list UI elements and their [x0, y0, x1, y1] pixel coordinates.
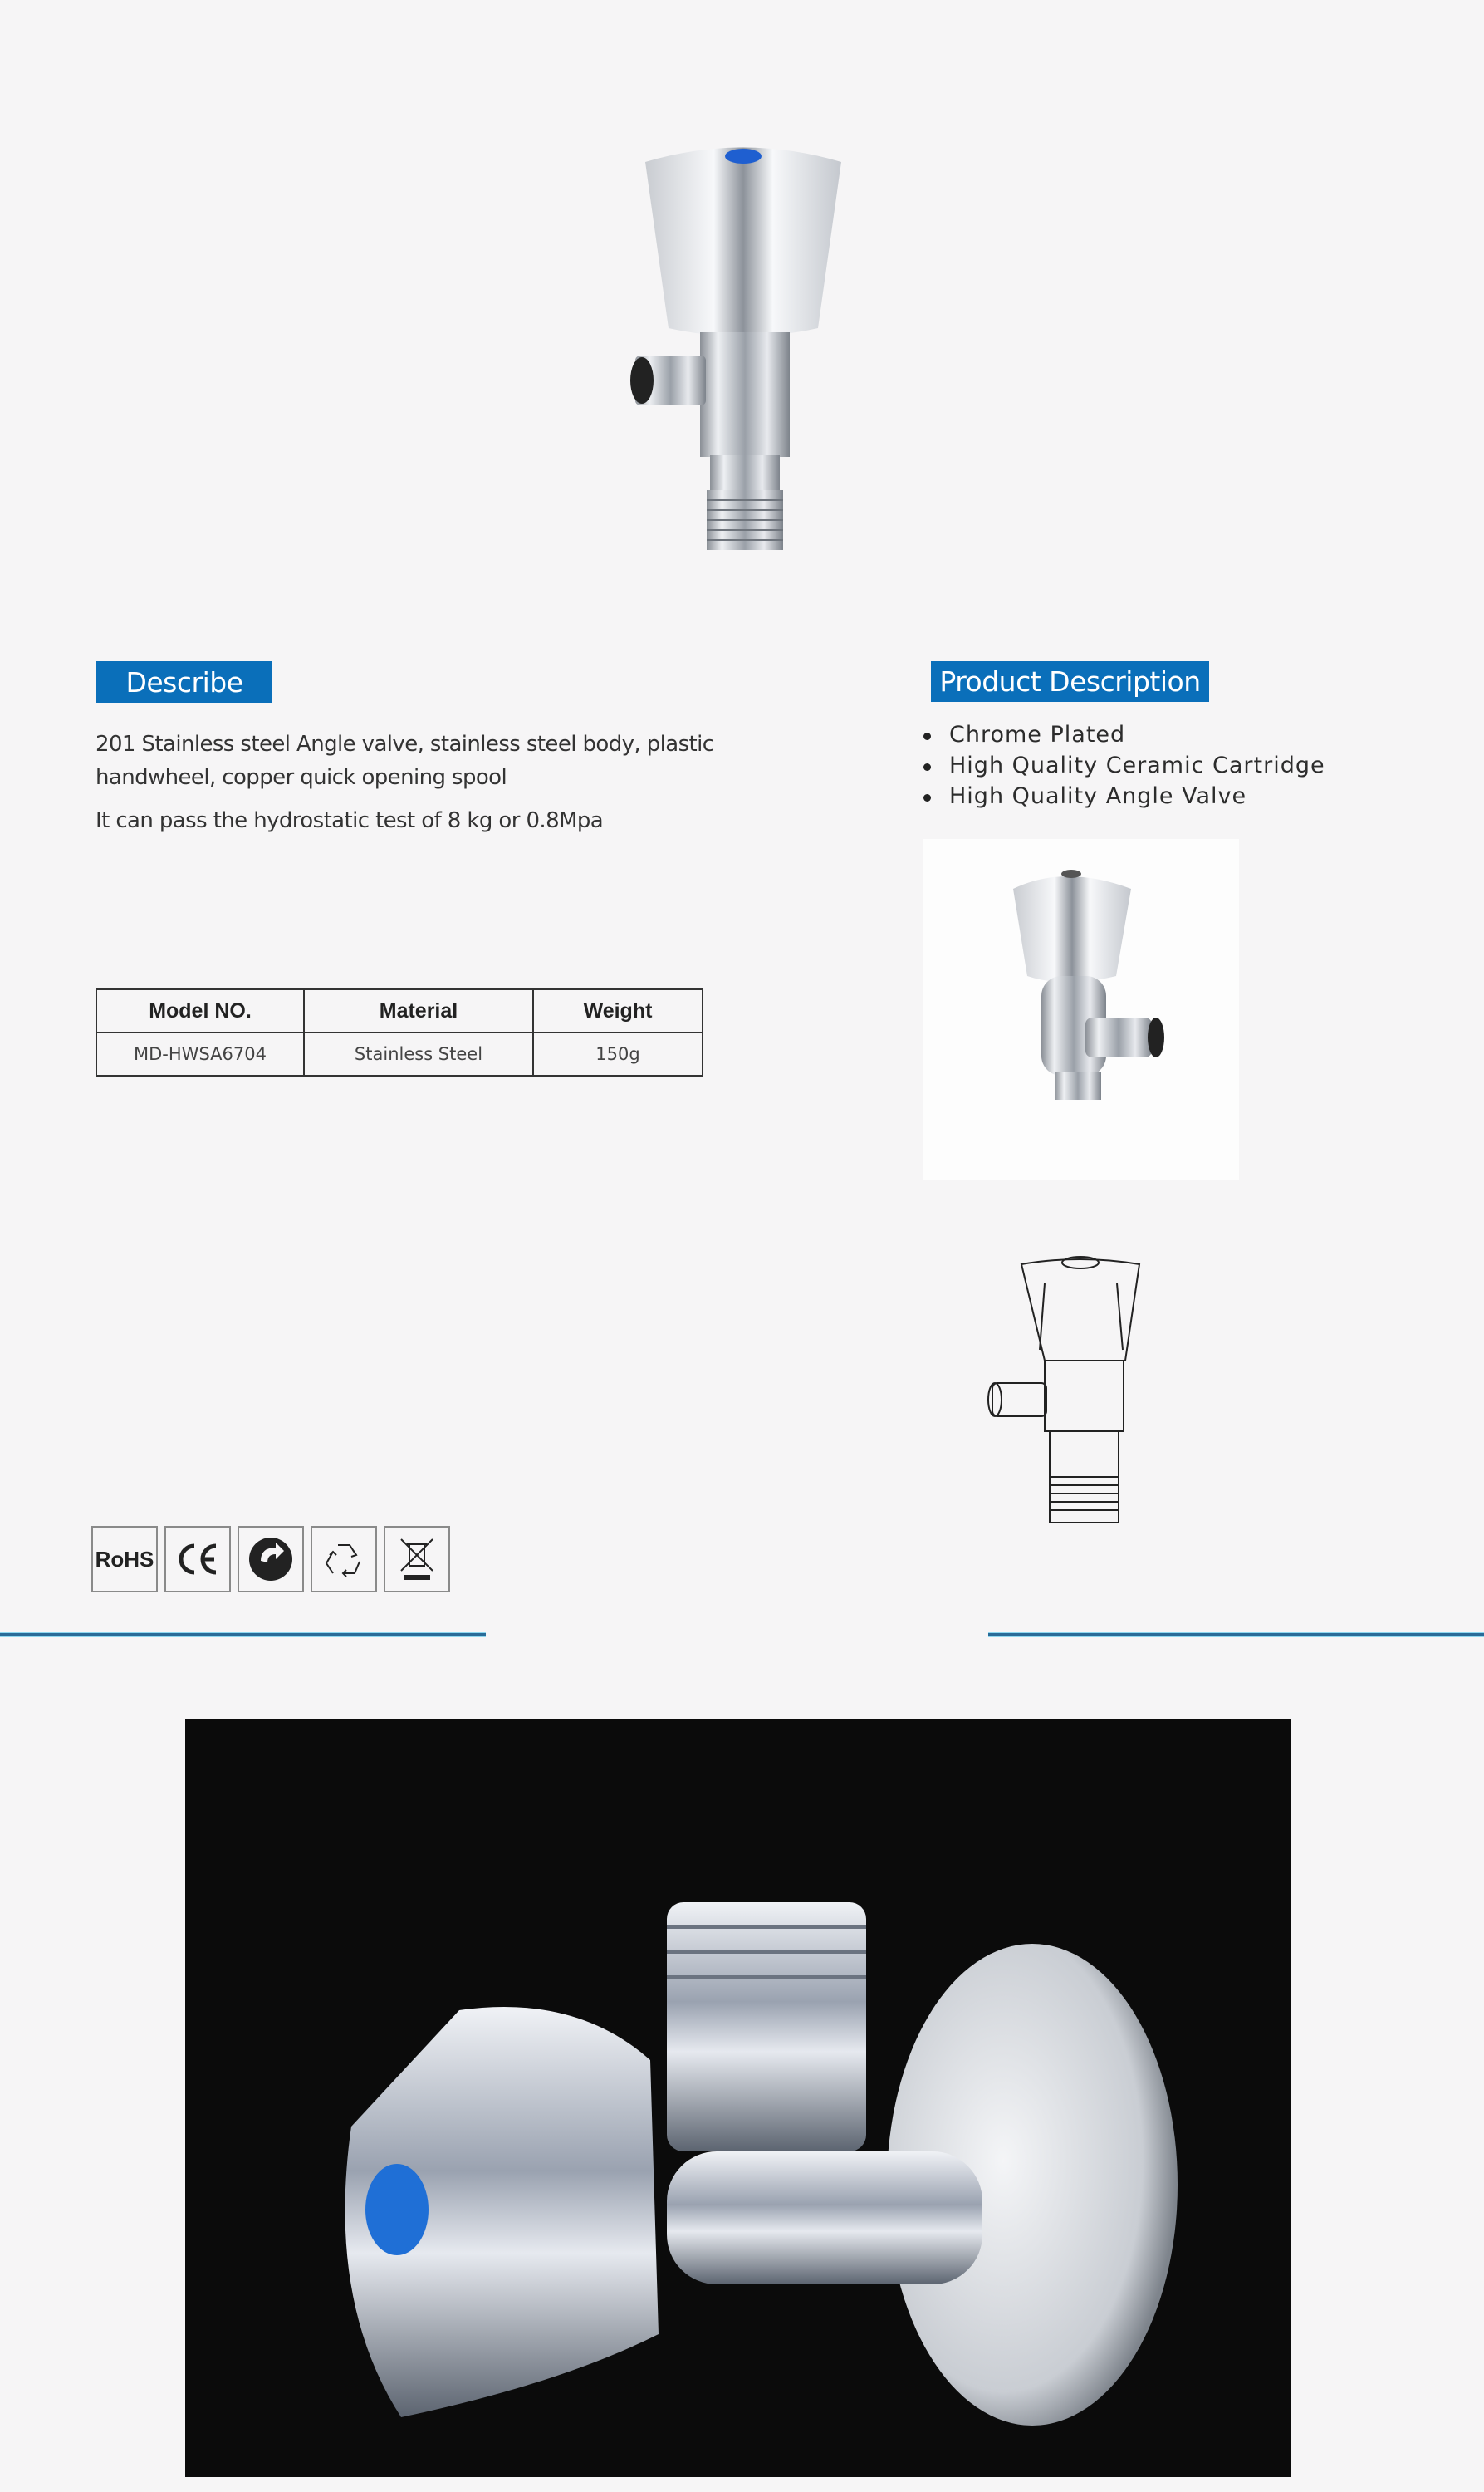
feature-item: Chrome Plated	[920, 719, 1325, 750]
header-model: Model NO.	[96, 989, 304, 1033]
cell-model: MD-HWSA6704	[96, 1033, 304, 1076]
describe-heading: Describe	[96, 661, 272, 703]
spec-table	[96, 988, 703, 1077]
recycle-icon	[311, 1526, 377, 1592]
large-product-photo	[185, 1719, 1291, 2477]
line-drawing-image	[980, 1254, 1163, 1553]
cell-material: Stainless Steel	[304, 1033, 533, 1076]
side-product-image	[923, 839, 1239, 1180]
rohs-badge: RoHS	[91, 1526, 158, 1592]
header-material: Material	[304, 989, 533, 1033]
description-text: 201 Stainless steel Angle valve, stainless steel body, plastic handwheel, copper quick opening spool	[96, 732, 714, 790]
feature-list	[920, 719, 1325, 812]
feature-item: High Quality Angle Valve	[920, 781, 1325, 812]
feature-item: High Quality Ceramic Cartridge	[920, 750, 1325, 781]
hydrostatic-test-text: It can pass the hydrostatic test of 8 kg or 0.8Mpa	[96, 808, 604, 833]
table-header-row	[96, 989, 703, 1033]
divider-right	[988, 1633, 1484, 1636]
weee-bin-icon	[384, 1526, 450, 1592]
green-dot-icon	[238, 1526, 304, 1592]
certification-badges	[91, 1526, 450, 1592]
hero-product-image	[619, 141, 868, 557]
header-weight: Weight	[533, 989, 703, 1033]
table-row	[96, 1033, 703, 1076]
ce-mark-icon	[164, 1526, 231, 1592]
product-description-heading: Product Description	[931, 661, 1209, 702]
cell-weight: 150g	[533, 1033, 703, 1076]
divider-left	[0, 1633, 486, 1636]
